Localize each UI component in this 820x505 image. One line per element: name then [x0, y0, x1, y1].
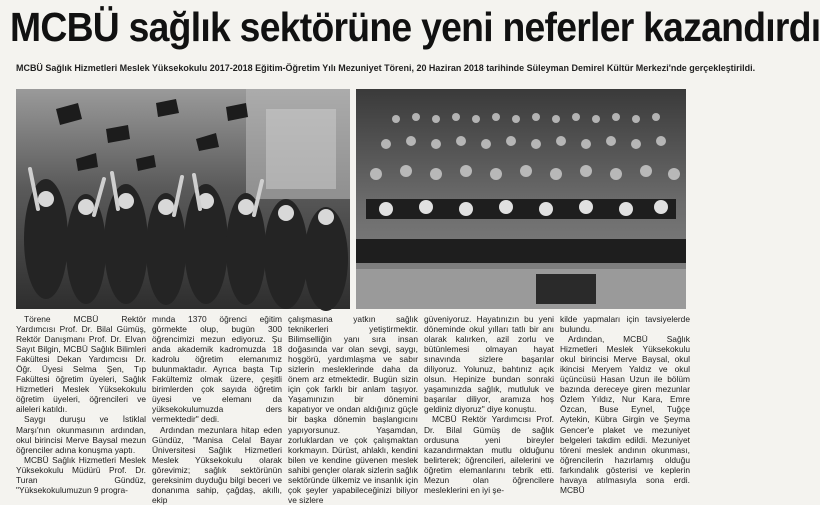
subheadline: MCBÜ Sağlık Hizmetleri Meslek Yüksekokulu 2017-2018 Eğitim-Öğretim Yılı Mezuniyet Töreni, 20 Haziran 2018 tarihinde Süleyman Demirel Kültür Merkezi'nde gerçekleştirildi. [16, 63, 756, 74]
article-column-4 [424, 314, 554, 495]
paragraph: MCBÜ Sağlık Hizmetleri Meslek Yüksekokulu Müdürü Prof. Dr. Turan Gündüz, "Yüksekokulumuzun 9 progra- [16, 454, 146, 495]
headline: MCBÜ sağlık sektörüne yeni neferler kazandırdı [10, 4, 820, 50]
paragraph: kilde yapmaları için tavsiyelerde bulundu. [560, 314, 690, 335]
article-column-3 [288, 314, 418, 505]
article-column-1 [16, 314, 146, 495]
paragraph: mında 1370 öğrenci eğitim görmekte olup, bugün 300 öğrencimizi mezun ediyoruz. Şu anda akademik kadromuzda 18 kadrolu öğretim elemanımız bulunmaktadır. Ayrıca başta Tıp Fakültemiz olmak üzere, çeşitli birimlerden çok sayıda öğretim üyesi ve elemanı da yüksekokulumuzda ders vermektedir" dedi. [152, 314, 282, 425]
article-column-2 [152, 314, 282, 505]
paragraph: Ardından, MCBÜ Sağlık Hizmetleri Meslek Yüksekokulu okul birincisi Merve Baysal, okul ikincisi Meryem Yaldız ve okul üçüncüsü Hasan Uzun ile bölüm bazında dereceye giren mezunlar Özlem Yıldız, Nur Kara, Emre Özcan, Buse Eynel, Tuğçe Aytekin, Kübra Girgin ve Şeyma Gencer'e plaket ve mezuniyet belgeleri takdim edildi. Mezuniyet töreni meslek andının okunması, öğrencilerin hazırlamış olduğu farkındalık gösterisi ve keplerin havaya atılmasıyla sona erdi. MCBÜ [560, 334, 690, 495]
paragraph: MCBÜ Rektör Yardımcısı Prof. Dr. Bilal Gümüş de sağlık ordusuna yeni bireyler kazandırmaktan mutlu olduğunu belirterek; öğrencileri, ailelerini ve öğretim elemanlarını tebrik etti. Mezun olan öğrencilere mesleklerini en iyi şe- [424, 414, 554, 495]
paragraph: Ardından mezunlara hitap eden Gündüz, "Manisa Celal Bayar Üniversitesi Sağlık Hizmetleri Meslek Yüksekokulu olarak görevimiz; sağlık sektörünün gereksinim duyduğu bilgi beceri ve donanıma sahip, çağdaş, akıllı, ekip [152, 424, 282, 505]
paragraph: Törene MCBÜ Rektör Yardımcısı Prof. Dr. Bilal Gümüş, Rektör Danışmanı Prof. Dr. Elvan Sayıt Bilgin, MCBÜ Sağlık Bilimleri Fakültesi Dekan Yardımcısı Dr. Öğr. Üyesi Selma Şen, Tıp Fakültesi öğretim üyeleri, Sağlık Hizmetleri Meslek Yüksekokulu öğretim üyeleri, öğrencileri ve aileleri katıldı. [16, 314, 146, 415]
ceremony-audience-photo [356, 89, 686, 309]
paragraph: güveniyoruz. Hayatınızın bu yeni döneminde okul yılları tatlı bir anı olarak kalırken, azil zorlu ve bütünlemesi olmayan hayat sınavında sizlere başarılar diliyoruz. Yolunuz, bahtınız açık olsun. Hepinize bundan sonraki yaşamınızda sağlık, mutluluk ve başarılar diliyor, aramıza hoş geldiniz diyoruz" diye konuştu. [424, 314, 554, 415]
article-column-5 [560, 314, 690, 495]
paragraph: Saygı duruşu ve İstiklal Marşı'nın okunmasının ardından, okul birincisi Merve Baysal mezun öğrenciler adına konuşma yaptı. [16, 414, 146, 455]
graduates-throwing-caps-photo [16, 89, 350, 309]
paragraph: çalışmasına yatkın sağlık teknikerleri yetiştirmektir. Bilimselliğin yanı sıra insan doğasında var olan sevgi, saygı, hoşgörü, yardımlaşma ve sabır sizlerin mesleklerinde daha da önem arz etmektedir. Bugün sizin için çok farklı bir anlam taşıyor. Yaşamınızın bir dönemini kapatıyor ve ondan aldığınız güçle bir başka dönemin başlangıcını yapıyorsunuz. Yaşamdan, zorluklardan ve çok çalışmaktan korkmayın. Dürüst, ahlaklı, kendini bilen ve kendine güvenen meslek sahibi gençler olarak sizlerin sağlık sektöründe ülkemiz ve insanlık için çok şeyler yapabileceğinizi biliyor ve sizlere [288, 314, 418, 505]
